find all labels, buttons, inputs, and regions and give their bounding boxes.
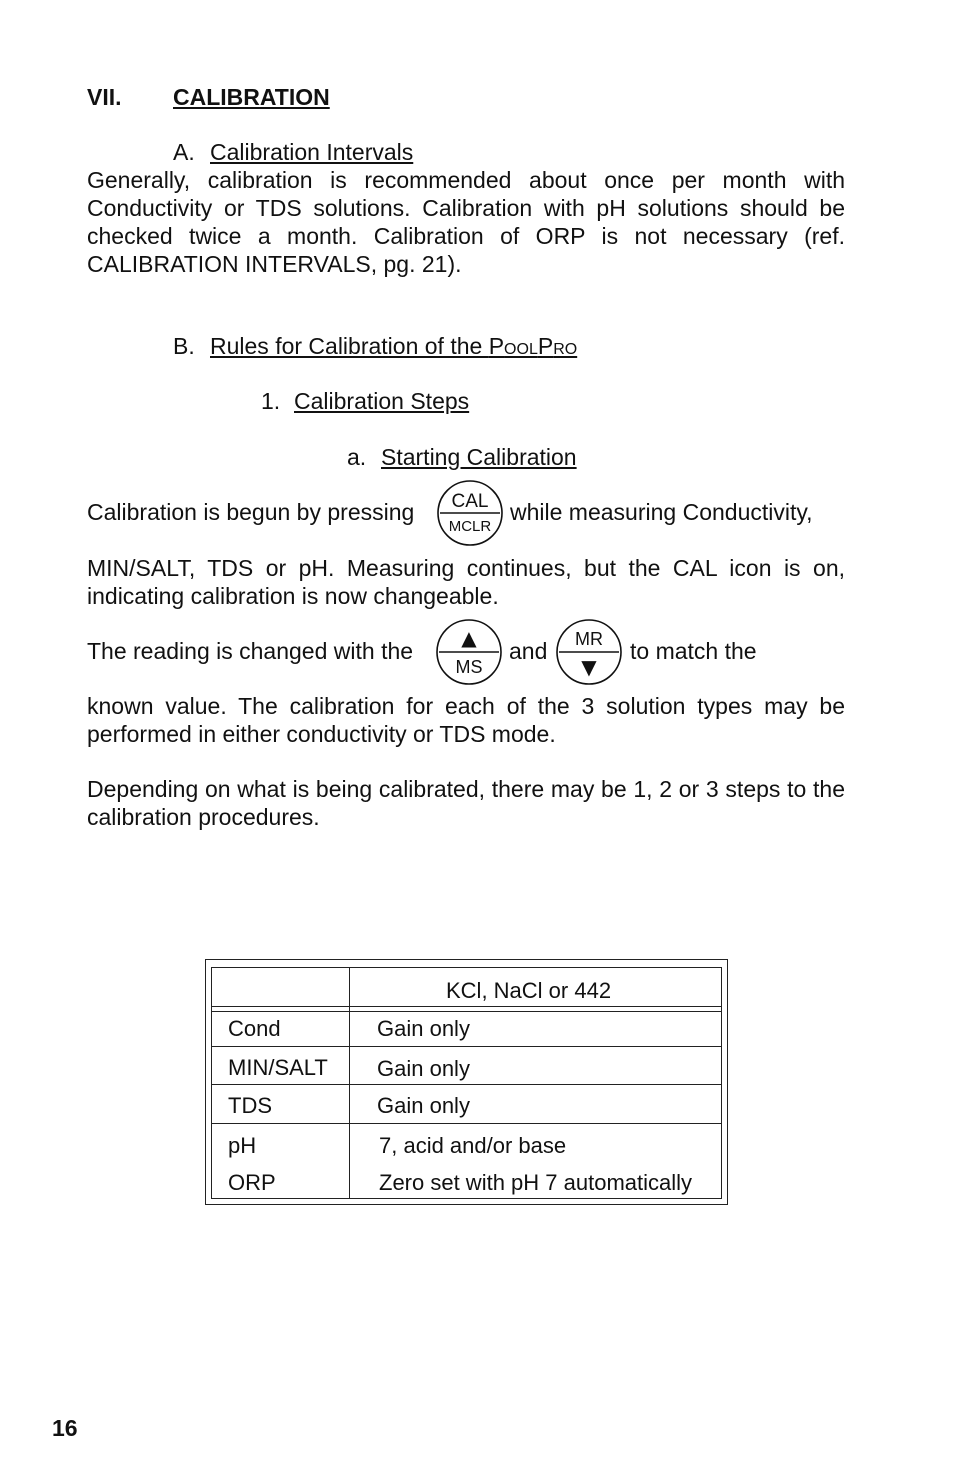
mr-down-button-icon — [555, 618, 623, 686]
table-cell: Gain only — [377, 1093, 470, 1118]
subsection-b-title — [210, 333, 577, 360]
subsection-b-title-text: Rules for Calibration of the — [210, 333, 489, 359]
table-cell: Gain only — [377, 1056, 470, 1081]
table-cell: Gain only — [377, 1016, 470, 1041]
table-row-divider — [211, 1006, 722, 1007]
brand-ro: RO — [553, 341, 578, 358]
reading-line-before: The reading is changed with the — [87, 638, 414, 664]
up-ms-button-icon — [435, 618, 503, 686]
table-row-divider — [211, 1011, 722, 1012]
table-cell: MIN/SALT — [228, 1055, 328, 1080]
intervals-paragraph: Generally, calibration is recommended about once per month with Conductivity or TDS solutions. Calibration with pH solutions should be checked twice a month. Calibration of ORP is not necessary (ref. CALIBRATION INTERVALS, pg. 21). — [87, 167, 845, 277]
table-cell: pH — [228, 1133, 257, 1158]
table-cell: 7, acid and/or base — [379, 1133, 567, 1158]
cal-button-bottom-label: MCLR — [448, 518, 492, 535]
reading-line-and: and — [509, 638, 548, 664]
brand-letter-p1: P — [488, 333, 505, 359]
step1a-letter: a. — [347, 444, 367, 470]
page-number: 16 — [52, 1415, 78, 1441]
section-title: CALIBRATION — [173, 84, 330, 110]
table-row-divider — [211, 1084, 722, 1085]
start-line-after: while measuring Conductivity, — [510, 499, 813, 525]
brand-letter-p2: P — [537, 333, 554, 359]
mr-button-label: MR — [575, 629, 603, 649]
depending-paragraph: Depending on what is being calibrated, there may be 1, 2 or 3 steps to the calibration procedures. — [87, 776, 845, 830]
table-header-cell: KCl, NaCl or 442 — [446, 978, 612, 1003]
table-cell: Zero set with pH 7 automatically — [379, 1170, 693, 1195]
start-line-before: Calibration is begun by pressing — [87, 499, 415, 525]
table-row-divider — [211, 1046, 722, 1047]
start-paragraph-continuation: MIN/SALT, TDS or pH. Measuring continues, but the CAL icon is on, indicating calibration is now changeable. — [87, 555, 845, 609]
cal-mclr-button-icon — [436, 479, 504, 547]
table-cell: ORP — [228, 1170, 276, 1195]
step1-number: 1. — [261, 388, 281, 414]
subsection-a-letter: A. — [173, 139, 195, 165]
up-arrow-icon: ▲ — [461, 626, 477, 650]
reading-paragraph-continuation: known value. The calibration for each of the 3 solution types may be performed in either conductivity or TDS mode. — [87, 693, 845, 747]
table-column-divider — [349, 967, 350, 1199]
subsection-a-title: Calibration Intervals — [210, 139, 414, 165]
subsection-b-letter: B. — [173, 333, 195, 359]
ms-button-label: MS — [455, 657, 483, 677]
table-row-divider — [211, 1123, 722, 1124]
down-arrow-icon: ▼ — [581, 655, 597, 679]
section-number: VII. — [87, 84, 122, 110]
reading-line-after: to match the — [630, 638, 757, 664]
table-cell: TDS — [228, 1093, 272, 1118]
step1a-title: Starting Calibration — [381, 444, 577, 470]
brand-ool: OOL — [504, 341, 538, 358]
table-cell: Cond — [228, 1016, 281, 1041]
step1-title: Calibration Steps — [294, 388, 470, 414]
cal-button-top-label: CAL — [451, 491, 489, 512]
